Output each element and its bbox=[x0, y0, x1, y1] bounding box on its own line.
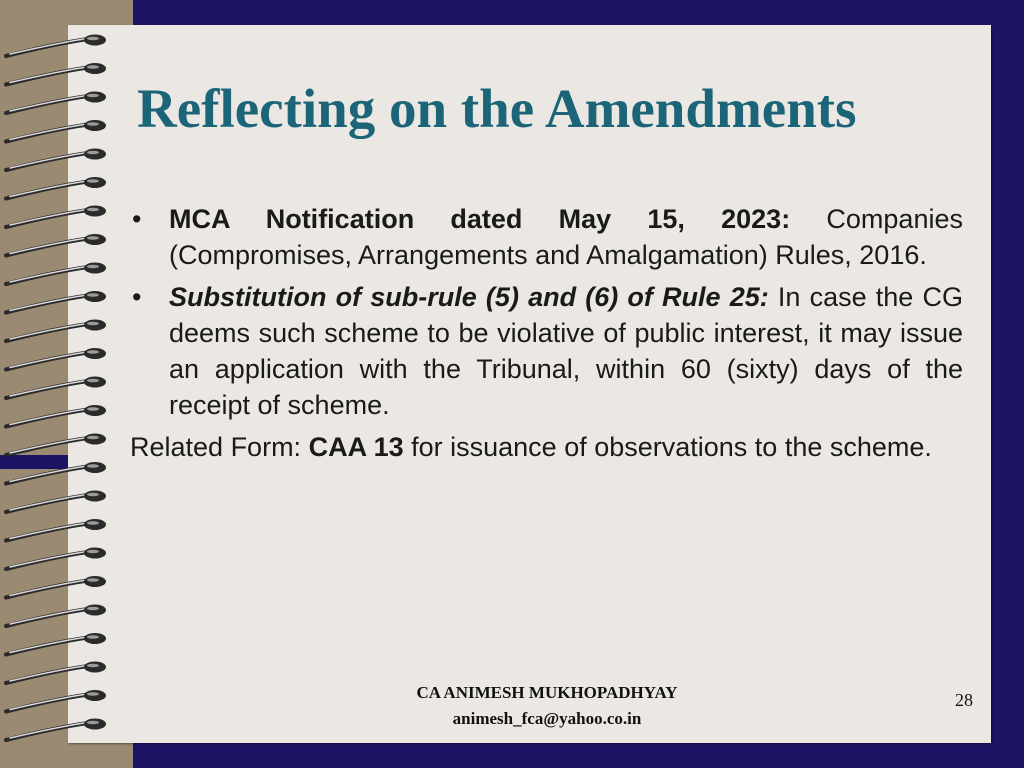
slide-title: Reflecting on the Amendments bbox=[137, 78, 857, 139]
spiral-ring bbox=[6, 434, 106, 456]
related-prefix: Related Form: bbox=[130, 432, 302, 462]
spiral-ring bbox=[6, 405, 106, 427]
spiral-ring bbox=[6, 234, 106, 256]
spiral-ring bbox=[6, 491, 106, 513]
spiral-ring bbox=[6, 690, 106, 712]
spiral-ring bbox=[6, 149, 106, 171]
spiral-binding-icon bbox=[0, 0, 120, 768]
bullet-marker: • bbox=[132, 204, 142, 234]
spiral-ring bbox=[6, 263, 106, 285]
spiral-ring bbox=[6, 576, 106, 598]
spiral-ring bbox=[6, 519, 106, 541]
spiral-ring bbox=[6, 377, 106, 399]
bullet-marker: • bbox=[132, 282, 142, 312]
footer-email: animesh_fca@yahoo.co.in bbox=[452, 709, 642, 728]
spiral-ring bbox=[6, 35, 106, 57]
spiral-ring bbox=[6, 92, 106, 114]
related-form-code: CAA 13 bbox=[308, 432, 404, 462]
spiral-ring bbox=[6, 120, 106, 142]
spiral-ring bbox=[6, 462, 106, 484]
spiral-ring bbox=[6, 63, 106, 85]
spiral-ring bbox=[6, 633, 106, 655]
bullet-lead: Substitution of sub-rule (5) and (6) of Rule 25: bbox=[169, 282, 769, 312]
bullet-item-notification bbox=[130, 201, 963, 273]
spiral-ring bbox=[6, 206, 106, 228]
footer bbox=[347, 680, 747, 732]
spiral-ring bbox=[6, 605, 106, 627]
bullet-lead: MCA Notification dated May 15, 2023: bbox=[169, 204, 791, 234]
footer-author: CA ANIMESH MUKHOPADHYAY bbox=[416, 683, 678, 702]
related-form-line bbox=[130, 429, 963, 465]
spiral-ring bbox=[6, 177, 106, 199]
bullet-text: Companies (Compromises, Arrangements and Amalgamation) Rules, 2016. bbox=[169, 204, 963, 270]
spiral-ring bbox=[6, 548, 106, 570]
spiral-ring bbox=[6, 320, 106, 342]
spiral-ring bbox=[6, 662, 106, 684]
spiral-ring bbox=[6, 291, 106, 313]
related-suffix: for issuance of observations to the scheme. bbox=[411, 432, 932, 462]
spiral-ring bbox=[6, 719, 106, 741]
page-number: 28 bbox=[955, 690, 973, 710]
bullet-text: In case the CG deems such scheme to be violative of public interest, it may issue an application with the Tribunal, within 60 (sixty) days of the receipt of scheme. bbox=[169, 282, 963, 420]
slide-body bbox=[130, 201, 963, 465]
bullet-item-substitution bbox=[130, 279, 963, 423]
spiral-ring bbox=[6, 348, 106, 370]
